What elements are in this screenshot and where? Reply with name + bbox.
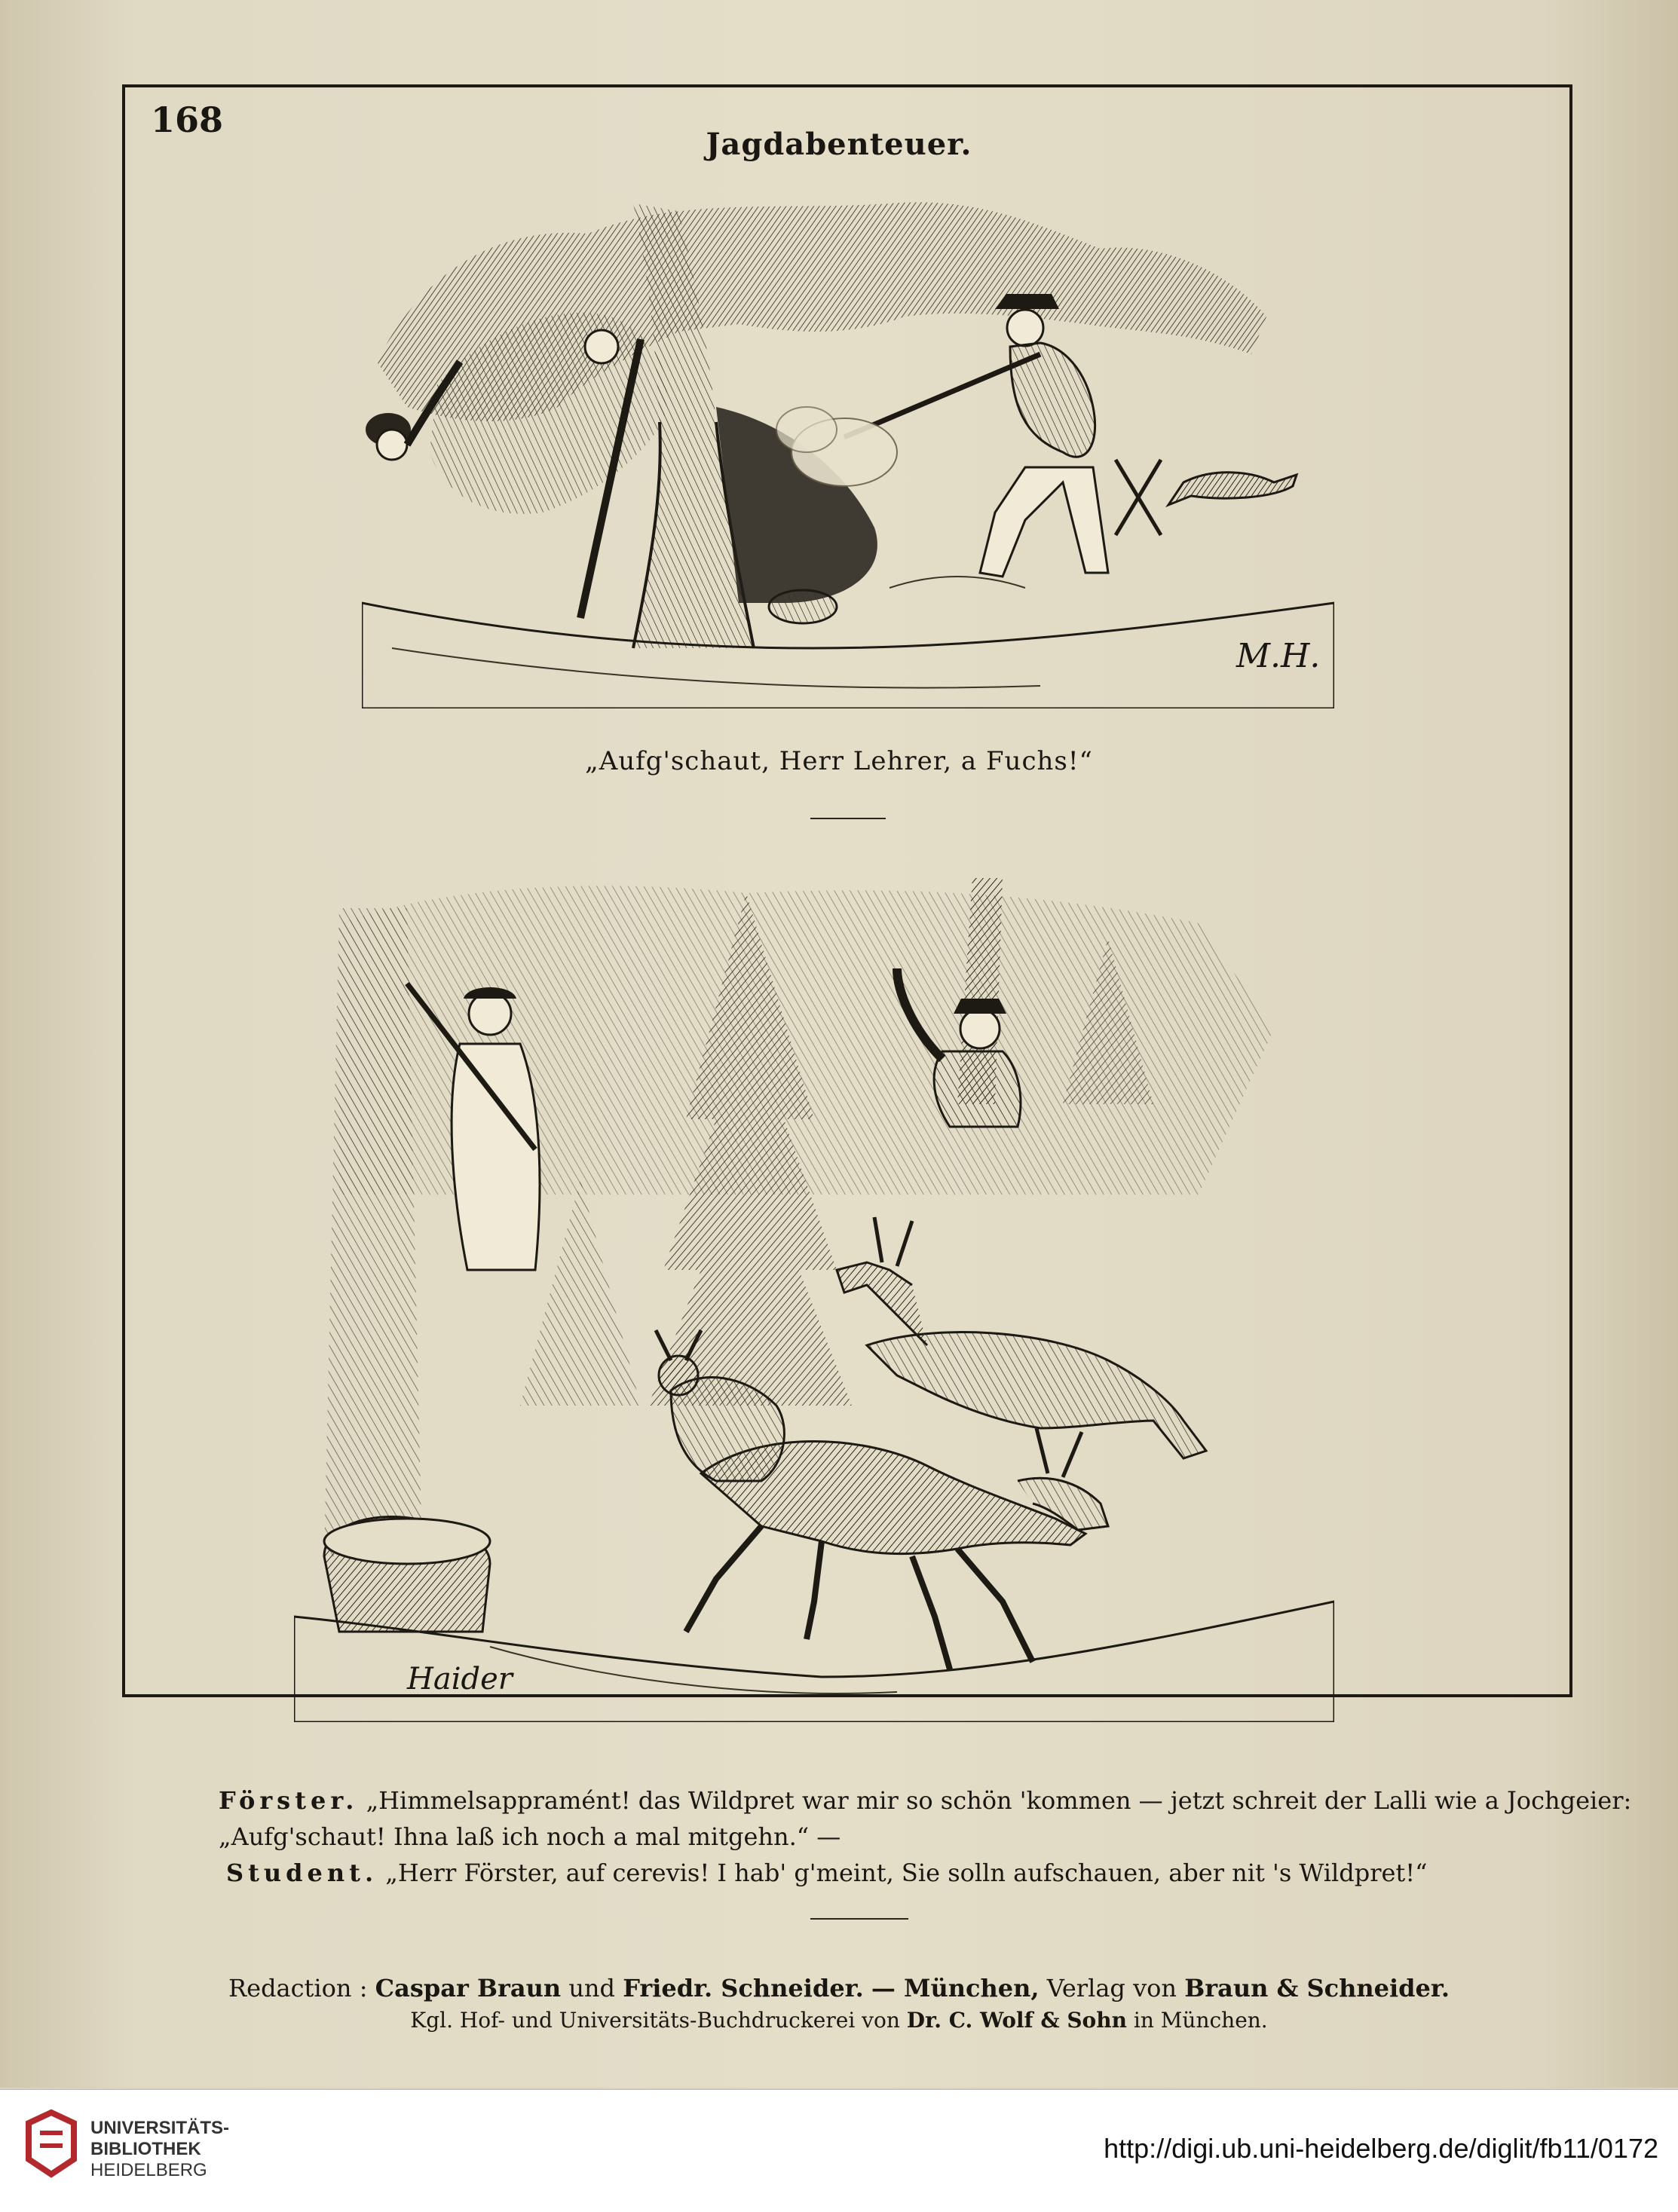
imprint-name: Friedr. Schneider. [623, 1974, 864, 2002]
imprint-place: — München, [871, 1974, 1040, 2002]
dialogue-line [219, 1855, 1515, 1891]
divider-rule [810, 818, 886, 819]
source-url-link[interactable]: http://digi.ub.uni-heidelberg.de/diglit/fb11/0172 [1104, 2133, 1658, 2164]
imprint-name: Dr. C. Wolf & Sohn [906, 2008, 1127, 2033]
imprint-text: in München. [1133, 2008, 1268, 2033]
illustration-signature-2: Haider [407, 1662, 513, 1696]
dialogue-line [219, 1819, 1515, 1855]
dialogue-text: „Herr Förster, auf cerevis! I hab' g'meint, Sie solln aufschauen, aber nit 's Wildpret!“ [385, 1859, 1428, 1887]
imprint-text: Redaction : [228, 1974, 368, 2002]
library-name-line: UNIVERSITÄTS- [90, 2118, 230, 2138]
imprint-name: Braun & Schneider. [1184, 1974, 1450, 2002]
library-name [90, 2118, 229, 2181]
library-name-line: HEIDELBERG [90, 2160, 207, 2180]
imprint-text: und [568, 1974, 616, 2002]
illustration-deer-forest [294, 878, 1334, 1722]
imprint-text: Verlag von [1046, 1974, 1177, 2002]
dialogue-text: „Himmelsappramént! das Wildpret war mir so schön 'kommen — jetzt schreit der Lalli wie a Jochgeier: [366, 1786, 1632, 1815]
imprint-name: Caspar Braun [375, 1974, 562, 2002]
imprint-footer [0, 1971, 1678, 2036]
library-name-line: BIBLIOTHEK [90, 2139, 201, 2159]
divider-rule [810, 1918, 908, 1920]
speaker-name: Förster. [219, 1786, 359, 1815]
imprint-line-2 [0, 2005, 1678, 2036]
page-number: 168 [151, 99, 224, 140]
speaker-name: Student. [226, 1859, 378, 1887]
dialogue-text: „Aufg'schaut! Ihna laß ich noch a mal mitgehn.“ — [219, 1822, 841, 1851]
illustration-signature-1: M.H. [1236, 637, 1321, 675]
illustration-caption: „Aufg'schaut, Herr Lehrer, a Fuchs!“ [585, 746, 1093, 776]
imprint-line-1 [0, 1971, 1678, 2005]
imprint-text: Kgl. Hof- und Universitäts-Buchdruckerei von [410, 2008, 900, 2033]
page-title: Jagdabenteuer. [706, 127, 972, 162]
dialogue-block [219, 1782, 1632, 1891]
library-logo-icon [21, 2106, 81, 2189]
illustration-hunter-fox [362, 181, 1334, 708]
dialogue-line [219, 1782, 1632, 1819]
